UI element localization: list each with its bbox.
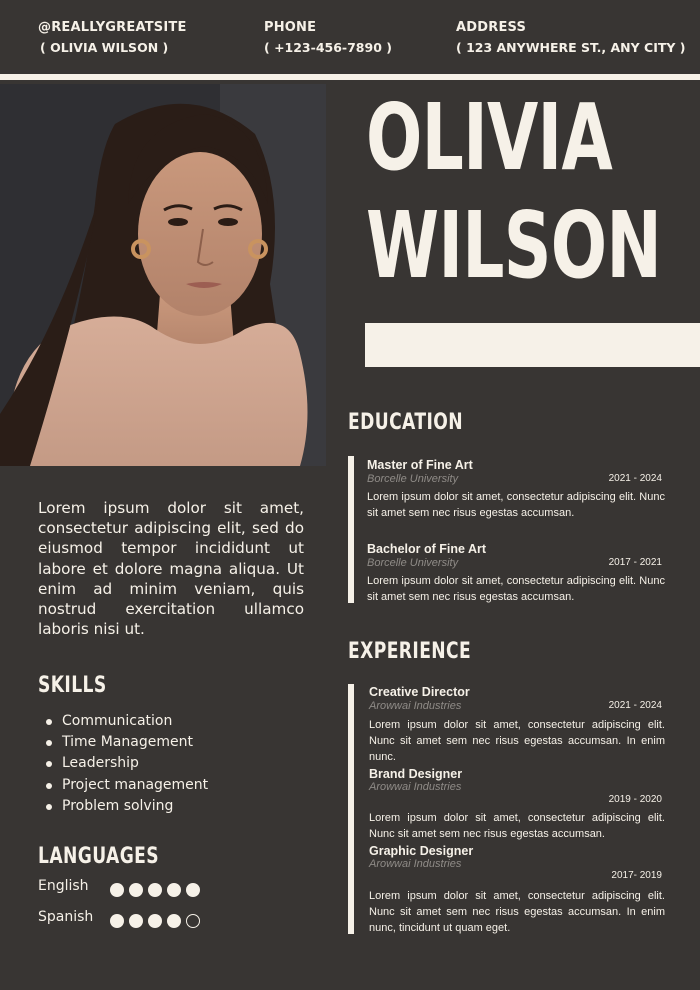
experience-org: Arowwai Industries (369, 781, 462, 793)
skill-item (44, 796, 208, 817)
skill-label: Time Management (62, 734, 193, 751)
experience-desc: Lorem ipsum dolor sit amet, consectetur adipiscing elit. Nunc sit amet sem nec risus egestas accumsan. In enim nunc, tincidunt ut quam eget. (369, 890, 665, 934)
bullet-icon (46, 719, 52, 725)
rating-dot-filled (167, 883, 181, 897)
education-title: Master of Fine Art (367, 458, 473, 472)
skills-list (44, 711, 208, 817)
experience-title: Creative Director (369, 685, 470, 699)
rating-dot-empty (186, 914, 200, 928)
experience-heading: EXPERIENCE (348, 639, 472, 664)
experience-date: 2019 - 2020 (608, 794, 662, 805)
rating-dot-filled (148, 914, 162, 928)
education-org: Borcelle University (367, 473, 459, 485)
experience-org: Arowwai Industries (369, 858, 462, 870)
language-name: Spanish (38, 909, 94, 925)
rating-dot-filled (129, 883, 143, 897)
skill-item (44, 753, 208, 774)
experience-title: Brand Designer (369, 767, 463, 781)
skill-item (44, 732, 208, 753)
education-heading: EDUCATION (348, 410, 464, 435)
experience-org: Arowwai Industries (369, 700, 462, 712)
phone-value: ( +123-456-7890 ) (264, 40, 392, 55)
bullet-icon (46, 783, 52, 789)
education-title: Bachelor of Fine Art (367, 542, 486, 556)
education-date: 2021 - 2024 (608, 473, 662, 484)
experience-timeline-line (348, 684, 354, 934)
profile-photo (0, 84, 326, 466)
first-name: OLIVIA (366, 84, 613, 191)
address-value: ( 123 ANYWHERE ST., ANY CITY ) (456, 40, 686, 55)
languages-heading: LANGUAGES (38, 844, 160, 869)
website-label: @REALLYGREATSITE (38, 20, 187, 35)
experience-desc: Lorem ipsum dolor sit amet, consectetur adipiscing elit. Nunc sit amet sem nec risus egestas accumsan. (369, 812, 665, 840)
education-desc: Lorem ipsum dolor sit amet, consectetur adipiscing elit. Nunc sit amet sem nec risus egestas accumsan. (367, 491, 665, 519)
website-value: ( OLIVIA WILSON ) (40, 40, 169, 55)
language-name: English (38, 878, 89, 894)
education-org: Borcelle University (367, 557, 459, 569)
experience-date: 2017- 2019 (611, 870, 662, 881)
skills-heading: SKILLS (38, 673, 107, 698)
experience-desc: Lorem ipsum dolor sit amet, consectetur adipiscing elit. Nunc sit amet sem nec risus egestas accumsan. In enim nunc. (369, 719, 665, 763)
bullet-icon (46, 804, 52, 810)
header-divider (0, 74, 700, 80)
rating-dot-filled (110, 883, 124, 897)
bullet-icon (46, 761, 52, 767)
bullet-icon (46, 740, 52, 746)
language-rating (110, 883, 200, 897)
rating-dot-filled (167, 914, 181, 928)
skill-item (44, 711, 208, 732)
rating-dot-filled (129, 914, 143, 928)
education-date: 2017 - 2021 (608, 557, 662, 568)
last-name: WILSON (366, 192, 662, 299)
skill-label: Leadership (62, 755, 139, 772)
experience-date: 2021 - 2024 (608, 700, 662, 711)
skill-label: Communication (62, 713, 173, 729)
education-timeline-line (348, 456, 354, 603)
experience-title: Graphic Designer (369, 844, 474, 858)
phone-label: PHONE (264, 20, 317, 35)
rating-dot-filled (110, 914, 124, 928)
rating-dot-filled (186, 883, 200, 897)
name-accent-bar (365, 323, 700, 367)
skill-label: Project management (62, 776, 209, 793)
language-rating (110, 914, 200, 928)
about-text: Lorem ipsum dolor sit amet, consectetur adipiscing elit, sed do eiusmod tempor incididunt ut labore et dolore magna aliqua. Ut enim ad minim veniam, quis nostrud exercitation ullamco laboris nisi ut. (38, 499, 304, 639)
skill-label: Problem solving (62, 797, 174, 814)
skill-item (44, 775, 208, 796)
address-label: ADDRESS (456, 20, 527, 35)
education-desc: Lorem ipsum dolor sit amet, consectetur adipiscing elit. Nunc sit amet sem nec risus egestas accumsan. (367, 575, 665, 603)
rating-dot-filled (148, 883, 162, 897)
